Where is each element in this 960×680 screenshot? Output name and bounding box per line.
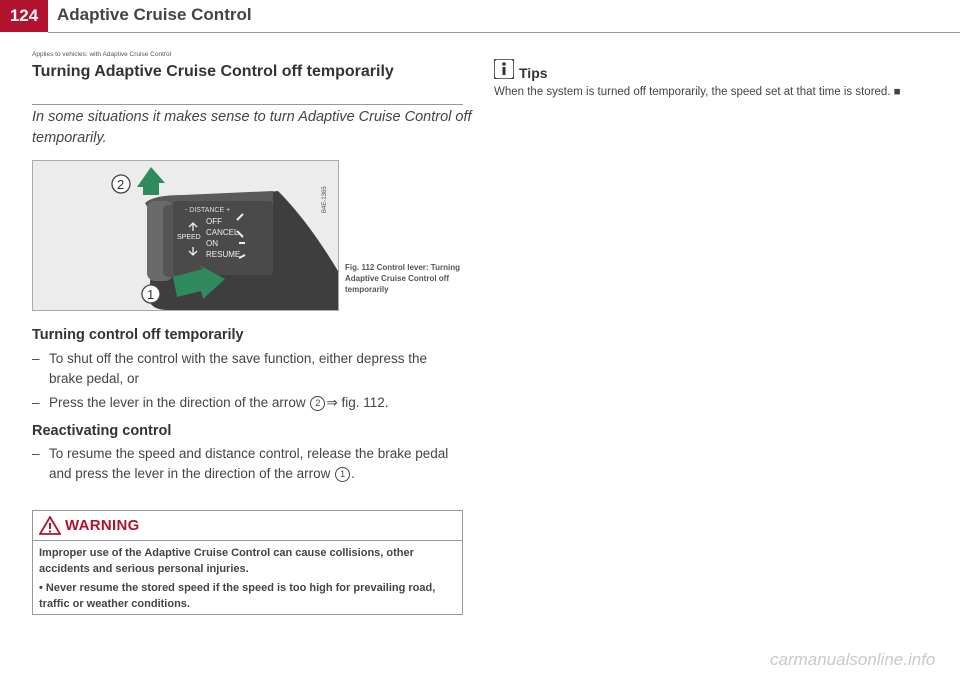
page-number: 124 — [0, 0, 48, 32]
warning-bullet: • Never resume the stored speed if the speed is too high for prevailing road, traffic or weather conditions. — [39, 582, 436, 610]
callout-2-label: 2 — [117, 177, 125, 192]
watermark: carmanualsonline.info — [770, 650, 936, 669]
lever-label-speed: SPEED — [177, 234, 201, 241]
section1-title: Turning control off temporarily — [32, 327, 244, 343]
list-item: – To resume the speed and distance control, release the brake pedal and press the lever in the direction of the arrow 1 . — [32, 446, 449, 481]
lever-label-distance: - DISTANCE + — [185, 207, 231, 214]
arrow-2-callout: 2 — [310, 396, 325, 411]
intro-text: In some situations it makes sense to turn Adaptive Cruise Control off temporarily. — [32, 109, 472, 146]
arrow-1-callout: 1 — [335, 467, 350, 482]
control-lever-figure — [32, 160, 339, 311]
page-heading: Turning Adaptive Cruise Control off temporarily — [32, 63, 394, 80]
heading-rule — [32, 104, 463, 105]
lever-label-cancel: CANCEL — [206, 228, 239, 237]
warning-box — [32, 510, 463, 615]
lever-label-resume: RESUME — [206, 250, 241, 259]
warning-body — [39, 545, 457, 615]
list-item: – Press the lever in the direction of the arrow 2 ⇒ fig. 112. — [32, 395, 389, 410]
page-header — [0, 0, 960, 34]
figure-code: B4E-1365 — [322, 186, 328, 213]
callout-1-label: 1 — [147, 287, 155, 302]
lever-illustration — [33, 161, 338, 310]
warning-text: Improper use of the Adaptive Cruise Control can cause collisions, other accidents and serious personal injuries. — [39, 547, 414, 575]
header-rule — [48, 32, 960, 33]
warning-header — [33, 511, 462, 541]
list-item: – To shut off the control with the save function, either depress the brake pedal, or — [32, 351, 427, 386]
applies-to-note: Applies to vehicles: with Adaptive Cruise Control — [32, 51, 172, 58]
tips-title: Tips — [519, 65, 548, 81]
lever-label-off: OFF — [206, 217, 222, 226]
warning-triangle-icon — [39, 516, 61, 535]
section2-title: Reactivating control — [32, 423, 172, 439]
lever-label-on: ON — [206, 239, 218, 248]
info-icon — [494, 59, 514, 79]
warning-title: WARNING — [65, 517, 140, 534]
tips-text: When the system is turned off temporarily, the speed set at that time is stored. ■ — [494, 86, 901, 98]
figure-caption: Fig. 112 Control lever: Turning Adaptive Cruise Control off temporarily — [345, 263, 460, 294]
section-title: Adaptive Cruise Control — [57, 5, 252, 24]
